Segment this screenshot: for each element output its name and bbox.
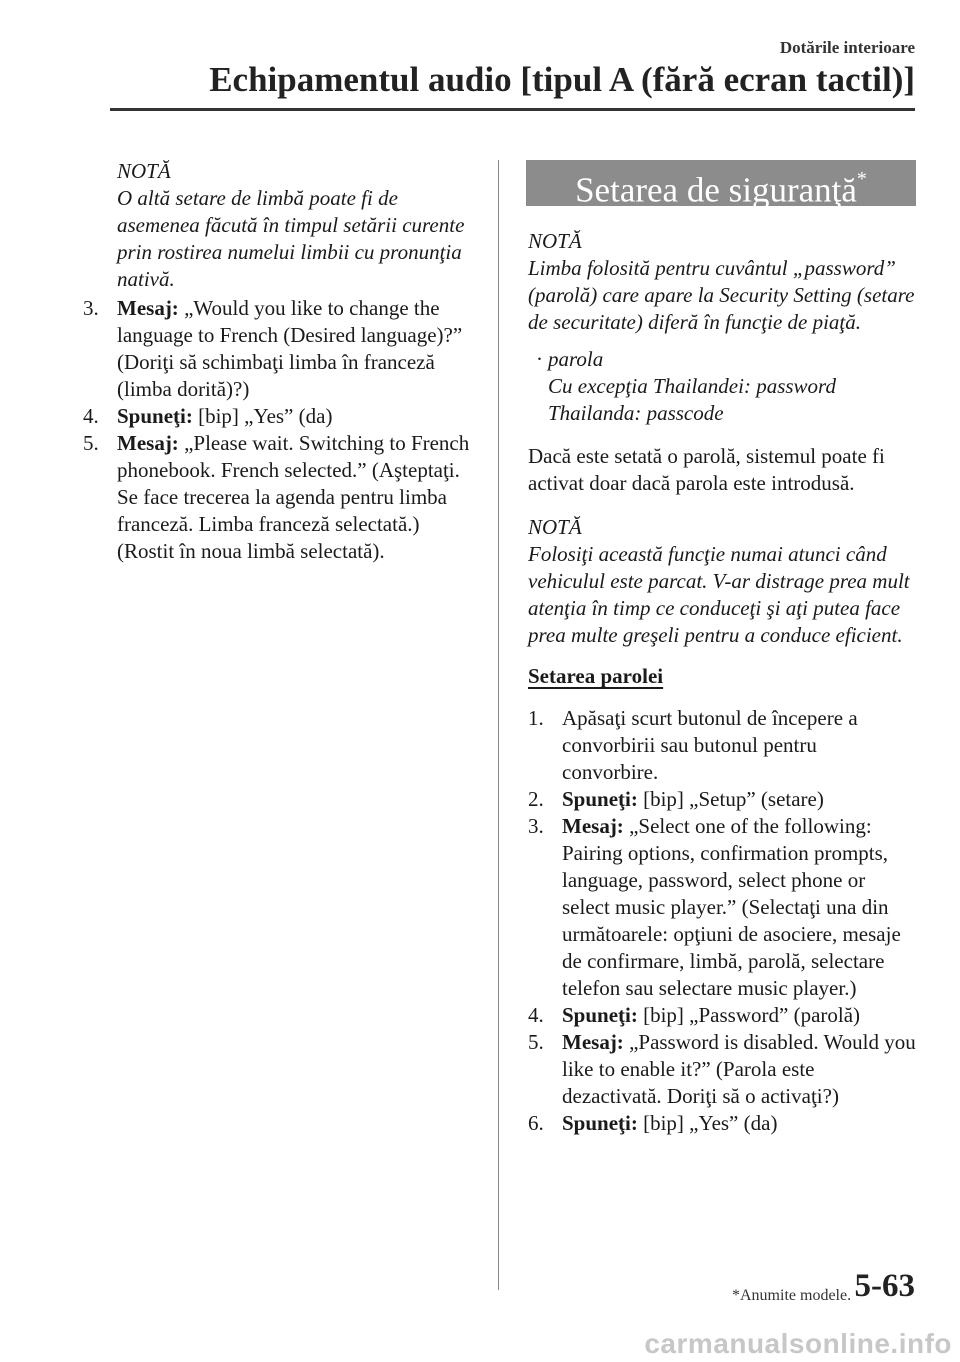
step-text: „Select one of the following: Pairing options, confirmation prompts, language, password, select phone or select music player.” (Selectaţi una din următoarele: opţiuni de asociere, mesaje de confirmare, limbă, parolă, selectare telefon sau selectare music player.) [562, 814, 901, 1000]
section-mark: * [856, 168, 867, 190]
bullet-list [528, 346, 918, 427]
step-body [562, 1029, 918, 1110]
step-number: 3. [83, 296, 99, 320]
list-item [83, 295, 475, 403]
step-label: Mesaj: [562, 814, 624, 838]
step-body [562, 1110, 918, 1137]
right-steps [528, 705, 918, 1137]
step-number: 4. [83, 404, 99, 428]
step-number: 5. [528, 1030, 544, 1054]
step-text: [bip] „Setup” (setare) [637, 787, 824, 811]
step-text: „Password is disabled. Would you like to enable it?” (Parola este dezactivată. Doriţi să o activaţi?) [562, 1030, 916, 1108]
list-item [528, 1110, 918, 1137]
step-text: „Would you like to change the language to French (Desired language)?” (Doriţi să schimbaţi limba în franceză (limba dorită)?) [117, 296, 463, 401]
list-item [528, 1002, 918, 1029]
list-item [528, 1029, 918, 1110]
note-1 [528, 228, 918, 336]
step-text: [bip] „Yes” (da) [192, 404, 333, 428]
step-label: Spuneţi: [562, 1111, 638, 1135]
list-item [83, 430, 475, 565]
bullet-label: parola [548, 347, 604, 371]
step-number: 4. [528, 1003, 544, 1027]
section-title: Setarea de siguranţă [575, 170, 857, 210]
step-number: 5. [83, 431, 99, 455]
step-text: [bip] „Password” (parolă) [637, 1003, 861, 1027]
note-title: NOTĂ [117, 159, 171, 183]
step-body [562, 705, 918, 786]
paragraph: Dacă este setată o parolă, sistemul poate fi activat doar dacă parola este introdusă. [528, 444, 885, 495]
page-number: 5-63 [854, 1268, 915, 1304]
column-divider [498, 160, 499, 1290]
step-label: Spuneţi: [562, 787, 638, 811]
note-text: Limba folosită pentru cuvântul „password” (parolă) care apare la Security Setting (setare de securitate) diferă în funcţie de piaţă. [528, 256, 915, 334]
left-steps [83, 295, 475, 565]
step-body [117, 403, 475, 430]
note-title: NOTĂ [528, 229, 582, 253]
note-text: Folosiţi această funcţie numai atunci când vehiculul este parcat. V-ar distrage prea mult atenţia în timp ce conduceţi şi aţi putea face prea multe greşeli pentru a conduce eficient. [528, 542, 910, 647]
step-text: [bip] „Yes” (da) [637, 1111, 778, 1135]
bullet-line: Thailanda: passcode [548, 401, 724, 425]
step-number: 2. [528, 787, 544, 811]
step-label: Mesaj: [562, 1030, 624, 1054]
header-section: Dotările interioare [779, 38, 915, 57]
step-body [117, 430, 475, 565]
list-item [528, 813, 918, 1002]
right-column [528, 160, 918, 1137]
page-title: Echipamentul audio [tipul A (fără ecran tactil)] [209, 60, 915, 99]
note-title: NOTĂ [528, 515, 582, 539]
step-number: 3. [528, 814, 544, 838]
step-label: Mesaj: [117, 431, 179, 455]
step-label: Mesaj: [117, 296, 179, 320]
header-rule [110, 108, 915, 111]
step-label: Spuneţi: [562, 1003, 638, 1027]
step-number: 6. [528, 1111, 544, 1135]
list-item [528, 786, 918, 813]
list-item [528, 705, 918, 786]
left-column [83, 158, 475, 565]
step-body [562, 1002, 918, 1029]
section-banner [526, 160, 916, 210]
step-number: 1. [528, 706, 544, 730]
list-item: · parola [536, 347, 604, 371]
left-note [115, 158, 475, 293]
step-label: Spuneţi: [117, 404, 193, 428]
step-body [562, 786, 918, 813]
step-text: „Please wait. Switching to French phonebook. French selected.” (Aşteptaţi. Se face trecerea la agenda pentru limba franceză. Limba franceză selectată.) (Rostit în noua limbă selectată). [117, 431, 470, 563]
list-item [83, 403, 475, 430]
step-text: Apăsaţi scurt butonul de începere a convorbirii sau butonul pentru convorbire. [562, 706, 858, 784]
footnote: *Anumite modele. [732, 1287, 852, 1304]
note-2 [528, 514, 918, 649]
subheading: Setarea parolei [528, 664, 664, 688]
watermark: carmanualsonline.info [644, 1328, 952, 1359]
bullet-line: Cu excepţia Thailandei: password [548, 374, 836, 398]
step-body [562, 813, 918, 1002]
step-body [117, 295, 475, 403]
note-text: O altă setare de limbă poate fi de asemenea făcută în timpul setării curente prin rostirea numelui limbii cu pronunţia nativă. [117, 186, 465, 291]
